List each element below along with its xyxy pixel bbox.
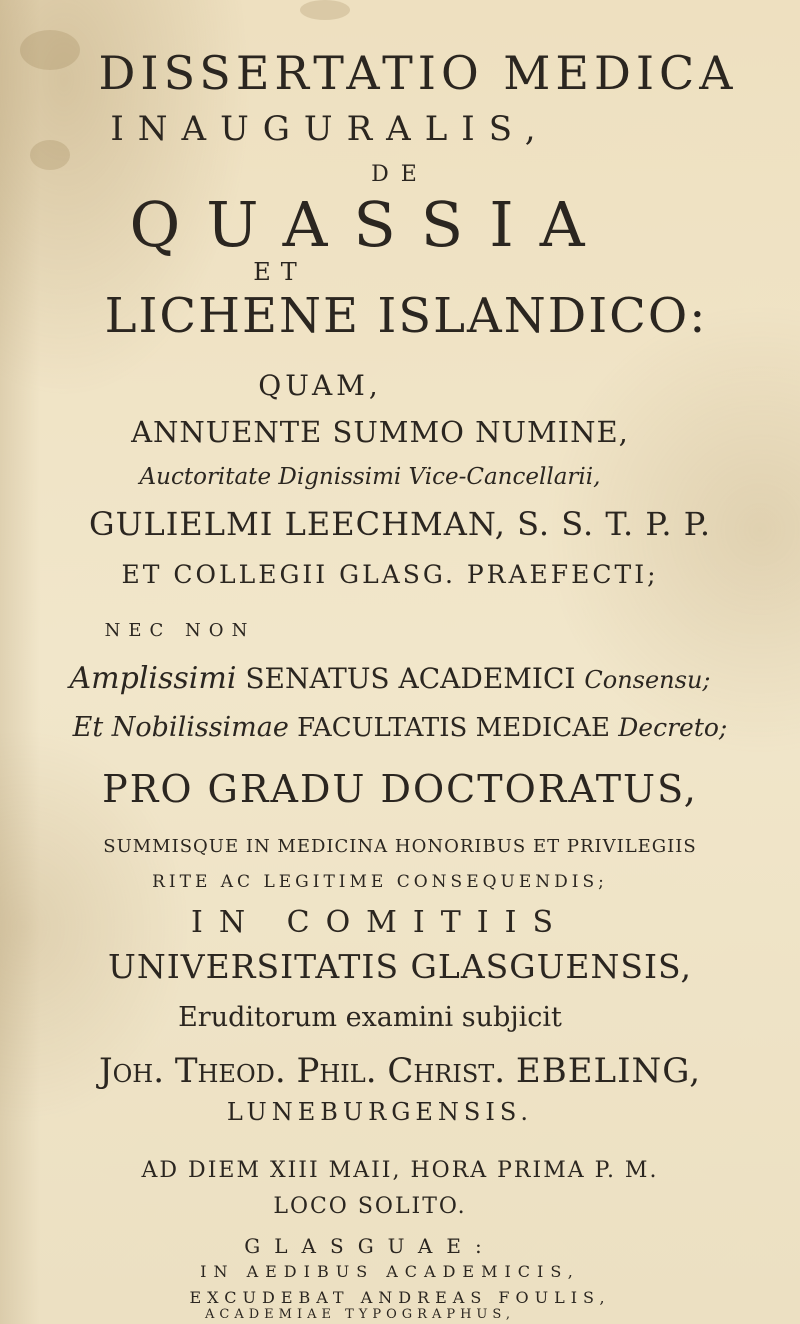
luneburgensis: LUNEBURGENSIS. [226, 1098, 534, 1126]
annuente-summo-numine: ANNUENTE SUMMO NUMINE, [131, 415, 629, 449]
facultatis-line [0, 714, 800, 741]
collegii-glasg: ET COLLEGII GLASG. PRAEFECTI; [121, 560, 659, 589]
title-quam: QUAM, [258, 369, 382, 402]
facultatis-medicae-text: FACULTATIS MEDICAE [297, 713, 610, 743]
eruditorum-examini: Eruditorum examini subjicit [178, 1002, 562, 1033]
title-de: DE [371, 162, 429, 187]
ad-diem-line: AD DIEM XIII MAII, HORA PRIMA P. M. [141, 1158, 659, 1183]
senatus-line [0, 661, 790, 696]
in-comitiis: IN COMITIIS [190, 905, 570, 940]
senatus-academici-text: SENATUS ACADEMICI [245, 662, 576, 695]
imprint-in-aedibus: IN AEDIBUS ACADEMICIS, [200, 1262, 580, 1281]
nobilissimae-text: Et Nobilissimae [72, 712, 289, 743]
imprint-excudebat: EXCUDEBAT ANDREAS FOULIS, [189, 1288, 611, 1307]
gulielmi-leechman: GULIELMI LEECHMAN, S. S. T. P. P. [89, 505, 711, 543]
consensu-text: Consensu; [584, 666, 711, 694]
title-et: ET [253, 258, 307, 286]
pro-gradu-doctoratus: PRO GRADU DOCTORATUS, [102, 767, 698, 811]
rite-ac-legitime: RITE AC LEGITIME CONSEQUENDIS; [152, 872, 608, 892]
author-line [0, 1051, 800, 1091]
decreto-text: Decreto; [618, 713, 728, 742]
nec-non: NEC NON [104, 620, 256, 641]
author-forenames: Joh. Theod. Phil. Christ. [98, 1051, 506, 1091]
summisque-line: SUMMISQUE IN MEDICINA HONORIBUS ET PRIVILEGIIS [103, 836, 697, 857]
universitatis-glasguensis: UNIVERSITATIS GLASGUENSIS, [108, 947, 692, 986]
title-quassia: QUASSIA [129, 188, 611, 261]
imprint-glasguae: GLASGUAE: [244, 1234, 496, 1258]
title-inauguralis: INAUGURALIS, [110, 109, 550, 149]
author-surname: EBELING, [515, 1051, 702, 1091]
auctoritate-line: Auctoritate Dignissimi Vice-Cancellarii, [139, 464, 601, 490]
title-dissertatio-medica: DISSERTATIO MEDICA [98, 46, 738, 100]
loco-solito: LOCO SOLITO. [273, 1194, 467, 1219]
imprint-typographus: ACADEMIAE TYPOGRAPHUS, [205, 1307, 515, 1322]
amplissimi-text: Amplissimi [69, 661, 237, 696]
title-lichene-islandico: LICHENE ISLANDICO: [104, 288, 708, 344]
paper-stain [300, 0, 350, 20]
